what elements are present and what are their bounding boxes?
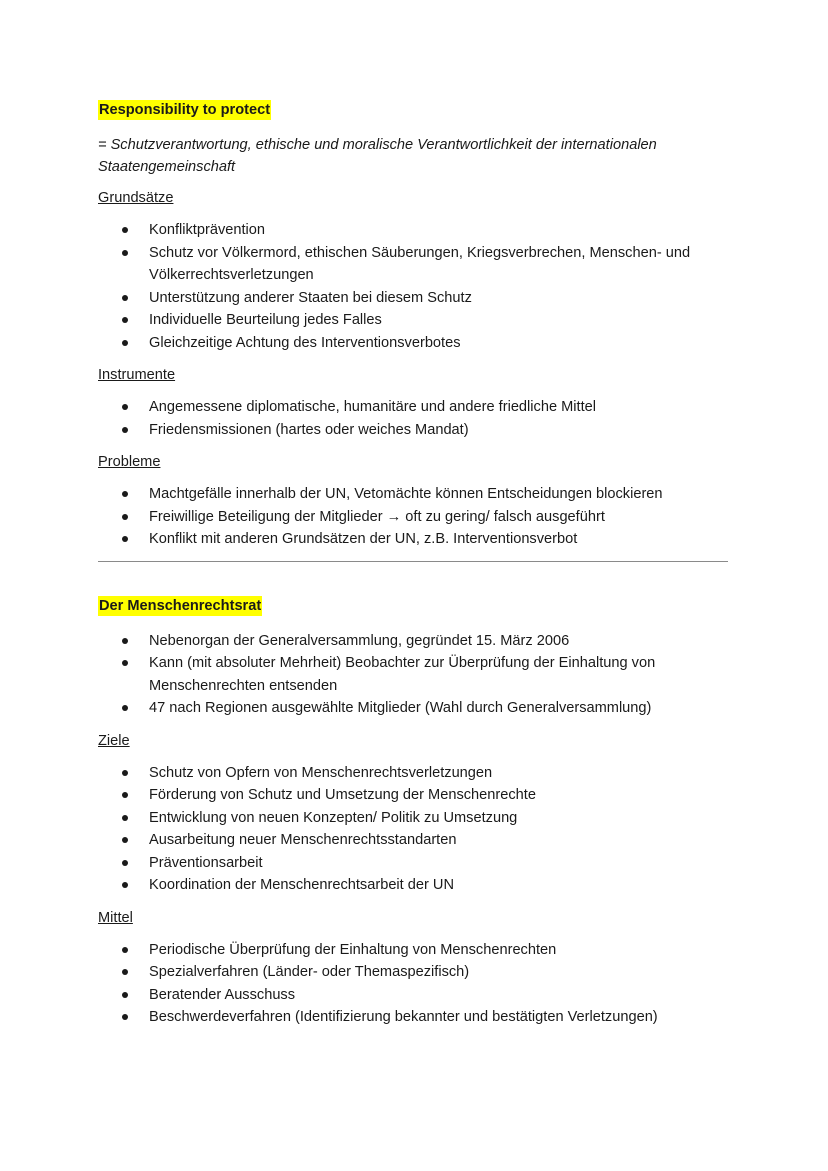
heading-probleme: Probleme [98,454,161,470]
list-grundsaetze [98,219,728,354]
highlighted-title-r2p: Responsibility to protect [99,102,271,118]
list-item-text: Koordination der Menschenrechtsarbeit der UN [149,877,455,893]
bullet-icon [122,792,128,798]
horizontal-divider [98,561,728,562]
bullet-icon [122,638,128,644]
list-item [98,483,729,506]
list-item-text: Beschwerdeverfahren (Identifizierung bekannter und bestätigten Verletzungen) [149,1009,658,1025]
section-title-menschenrechtsrat [98,596,728,616]
list-item [98,939,729,962]
list-item [98,961,729,984]
list-item [98,852,729,875]
list-item-text: Schutz vor Völkermord, ethischen Säuberungen, Kriegsverbrechen, Menschen- und Völkerrechtsverletzungen [149,244,691,283]
bullet-icon [122,705,128,711]
list-item-text: Friedensmissionen (hartes oder weiches Mandat) [149,421,469,438]
list-item-text: Schutz von Opfern von Menschenrechtsverletzungen [149,764,493,781]
highlighted-title-menschenrechtsrat: Der Menschenrechtsrat [99,597,262,614]
list-mittel [98,939,728,1029]
bullet-icon [122,295,128,301]
list-item-text: Entwicklung von neuen Konzepten/ Politik zu Umsetzung [149,809,518,826]
list-item-text: Gleichzeitige Achtung des Interventionsverbotes [149,334,461,351]
list-item [98,984,729,1007]
list-item [98,419,729,442]
list-item-text: Präventionsarbeit [149,854,263,871]
bullet-icon [122,536,128,542]
bullet-icon [122,947,128,953]
list-item [98,652,729,697]
bullet-icon [122,660,128,666]
bullet-icon [122,1014,128,1020]
list-item [98,829,729,852]
list-item [98,874,729,897]
list-item-text: Beratender Ausschuss [149,986,296,1003]
bullet-icon [122,427,128,433]
list-item-text: Nebenorgan der Generalversammlung, gegründet 15. März 2006 [149,632,570,649]
list-item [98,242,729,287]
list-instrumente [98,396,728,441]
heading-grundsaetze: Grundsätze [98,190,174,206]
heading-ziele: Ziele [98,732,130,749]
list-item [98,309,729,332]
bullet-icon [122,317,128,323]
bullet-icon [122,992,128,998]
list-item-text: Angemessene diplomatische, humanitäre und andere friedliche Mittel [149,399,596,415]
section-title-r2p [98,100,728,120]
list-item [98,396,729,419]
list-item-text: Freiwillige Beteiligung der Mitglieder → oft zu gering/ falsch ausgeführt [149,508,605,525]
list-item-text: Kann (mit absoluter Mehrheit) Beobachter zur Überprüfung der Einhaltung von Menschenrechten entsenden [149,655,656,694]
bullet-icon [122,770,128,776]
list-item-text: Individuelle Beurteilung jedes Falles [149,312,382,328]
list-menschenrechtsrat-intro [98,630,728,720]
list-item [98,784,729,807]
list-item-text: Förderung von Schutz und Umsetzung der Menschenrechte [149,787,536,803]
list-item-text: Periodische Überprüfung der Einhaltung von Menschenrechten [149,941,557,958]
bullet-icon [122,969,128,975]
r2p-definition: = Schutzverantwortung, ethische und moralische Verantwortlichkeit der internationalen Staatengemeinschaft [98,137,657,175]
bullet-icon [122,340,128,346]
list-item [98,287,729,310]
bullet-icon [122,514,128,520]
heading-mittel: Mittel [98,909,133,926]
list-item-text: Machtgefälle innerhalb der UN, Vetomächte können Entscheidungen blockieren [149,486,663,502]
bullet-icon [122,837,128,843]
bullet-icon [122,227,128,233]
list-item [98,1006,729,1029]
bullet-icon [122,250,128,256]
heading-instrumente: Instrumente [98,367,176,383]
list-item-text: 47 nach Regionen ausgewählte Mitglieder (Wahl durch Generalversammlung) [149,700,652,716]
list-item [98,697,729,720]
list-item [98,528,729,551]
list-item-text: Konfliktprävention [149,222,266,238]
bullet-icon [122,815,128,821]
list-item [98,630,729,653]
list-item [98,762,729,785]
bullet-icon [122,860,128,866]
bullet-icon [122,882,128,888]
list-item-text: Ausarbeitung neuer Menschenrechtsstandarten [149,832,457,848]
list-item [98,219,729,242]
list-item [98,506,729,529]
list-item-text: Konflikt mit anderen Grundsätzen der UN, z.B. Interventionsverbot [149,531,578,547]
list-item-text: Spezialverfahren (Länder- oder Themaspezifisch) [149,964,470,980]
list-ziele [98,762,728,897]
list-probleme [98,483,728,551]
list-item [98,332,729,355]
list-item-text: Unterstützung anderer Staaten bei diesem Schutz [149,289,472,306]
list-item [98,807,729,830]
bullet-icon [122,404,128,410]
bullet-icon [122,491,128,497]
